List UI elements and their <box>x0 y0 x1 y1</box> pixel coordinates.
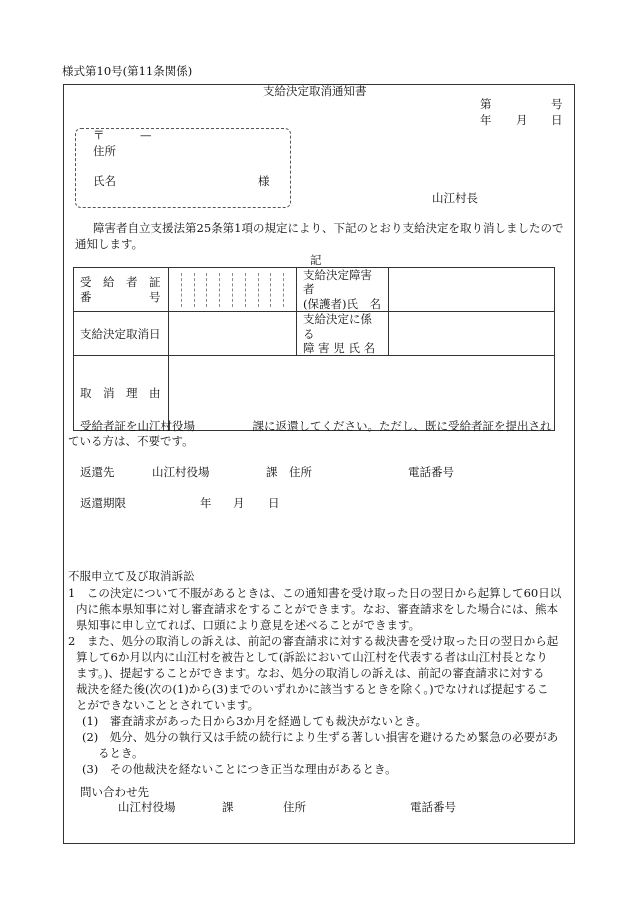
exception-1: (1) 審査請求があった日から3か月を経過しても裁決がないとき。 <box>82 714 428 728</box>
deadline-year: 年 <box>200 496 212 510</box>
contact-phone: 電話番号 <box>410 800 456 814</box>
return-phone: 電話番号 <box>408 465 454 479</box>
contact-section: 課 <box>222 800 234 814</box>
contact-office: 山江村役場 <box>118 800 176 814</box>
return-deadline-label: 返還期限 <box>80 496 126 510</box>
cancel-date-field[interactable] <box>169 312 297 356</box>
disabled-person-field[interactable] <box>389 268 555 312</box>
contact-heading: 問い合わせ先 <box>80 785 149 799</box>
appeal-heading: 不服申立て及び取消訴訟 <box>68 569 195 583</box>
date-day: 日 <box>551 113 563 127</box>
child-name-field[interactable] <box>389 312 555 356</box>
postal-dash: — <box>140 128 152 142</box>
body-text-continued: 通知します。 <box>75 237 144 251</box>
recipient-no-label: 受 給 者 証 番 号 <box>74 268 169 312</box>
address-label: 住所 <box>93 144 116 158</box>
document-title: 支給決定取消通知書 <box>263 84 367 98</box>
appeal-line-8: とができないこととされています。 <box>76 698 260 712</box>
deadline-day: 日 <box>268 496 280 510</box>
appeal-line-7: 裁決を経た後(次の(1)から(3)までのいずれかに該当するときを除く。)でなければ提起するこ <box>76 682 549 696</box>
doc-no-suffix: 号 <box>551 97 563 111</box>
doc-no-prefix: 第 <box>480 97 492 111</box>
date-year: 年 <box>480 113 492 127</box>
issuer: 山江村長 <box>432 191 478 205</box>
return-notice-continued: ている方は、不要です。 <box>68 434 194 448</box>
return-section: 課 住所 <box>266 465 312 479</box>
disabled-person-label: 支給決定障害者 (保護者)氏 名 <box>297 268 389 312</box>
info-table <box>73 267 555 431</box>
ki-label: 記 <box>310 253 322 267</box>
name-label: 氏名 <box>93 174 116 188</box>
appeal-line-4: 2 また、処分の取消しの訴えは、前記の審査請求に対する裁決書を受け取った日の翌日から起 <box>68 634 559 648</box>
appeal-line-2: 内に熊本県知事に対し審査請求をすることができます。なお、審査請求をした場合には、熊本 <box>76 602 559 616</box>
deadline-month: 月 <box>233 496 245 510</box>
postal-mark: 〒 <box>93 128 105 142</box>
appeal-line-1: 1 この決定について不服があるときは、この通知書を受け取った日の翌日から起算して60日以 <box>68 586 562 600</box>
cancel-date-label: 支給決定取消日 <box>74 312 169 356</box>
exception-3: (3) その他裁決を経ないことにつき正当な理由があるとき。 <box>82 762 397 776</box>
recipient-no-field[interactable] <box>169 268 297 312</box>
return-dest-label: 返還先 <box>80 465 115 479</box>
appeal-line-3: 県知事に申し立てれば、口頭により意見を述べることができます。 <box>76 618 421 632</box>
exception-2-continued: るとき。 <box>98 746 144 760</box>
body-text: 障害者自立支援法第25条第1項の規定により、下記のとおり支給決定を取り消しましたので <box>93 221 564 235</box>
honorific: 様 <box>258 174 270 188</box>
return-office: 山江村役場 <box>152 465 210 479</box>
date-month: 月 <box>516 113 528 127</box>
contact-address: 住所 <box>283 800 306 814</box>
appeal-line-6: ます。)、提起することができます。なお、処分の取消しの訴えは、前記の審査請求に対する <box>76 666 545 680</box>
child-name-label: 支給決定に係る 障 害 児 氏 名 <box>297 312 389 356</box>
reason-label: 取 消 理 由 <box>74 356 169 431</box>
form-number: 様式第10号(第11条関係) <box>62 64 193 78</box>
appeal-line-5: 算して6か月以内に山江村を被告として(訴訟において山江村を代表する者は山江村長となり <box>76 650 548 664</box>
return-notice: 受給者証を山江村役場 課に返還してください。ただし、既に受給者証を提出され <box>80 419 552 433</box>
exception-2: (2) 処分、処分の執行又は手続の続行により生ずる著しい損害を避けるため緊急の必要があ <box>82 730 559 744</box>
address-box <box>75 128 291 208</box>
